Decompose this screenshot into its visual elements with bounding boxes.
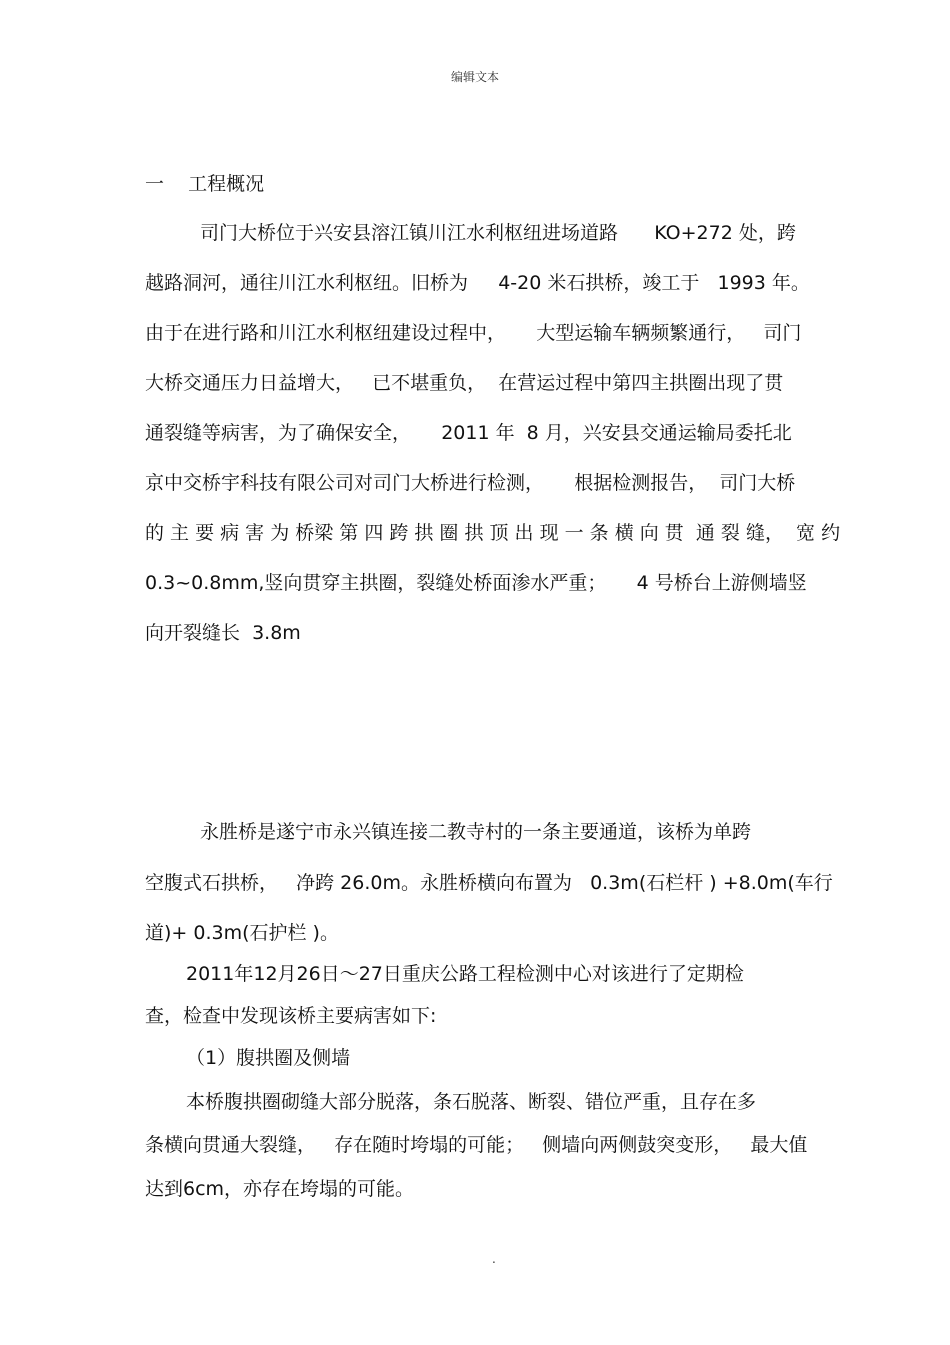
paragraph-line: 查，检查中发现该桥主要病害如下: [145,1005,437,1027]
paragraph-line: 空腹式石拱桥， 净跨 26.0m。永胜桥横向布置为 0.3m(石栏杆 ) +8.0m(车行 [145,872,833,894]
paragraph-line: 由于在进行路和川江水利枢纽建设过程中， 大型运输车辆频繁通行， 司门 [145,322,802,344]
page-header: 编辑文本 [450,70,499,84]
paragraph-line: 的 主 要 病 害 为 桥梁 第 四 跨 拱 圈 拱 顶 出 现 一 条 横 向 贯 通 裂 缝， 宽 约 [145,522,841,544]
paragraph-line: 永胜桥是遂宁市永兴镇连接二教寺村的一条主要通道，该桥为单跨 [200,821,752,843]
paragraph-line: 0.3~0.8mm,竖向贯穿主拱圈，裂缝处桥面渗水严重； 4 号桥台上游侧墙竖 [145,572,807,594]
footer-mark: . [492,1252,496,1266]
section-heading: 一 工程概况 [145,173,265,195]
paragraph-line: 条横向贯通大裂缝， 存在随时垮塌的可能； 侧墙向两侧鼓突变形， 最大值 [145,1134,808,1156]
paragraph-line: 道)+ 0.3m(石护栏 )。 [145,922,339,944]
paragraph-line: 越路洞河，通往川江水利枢纽。旧桥为 4-20 米石拱桥，竣工于 1993 年。 [145,272,810,294]
paragraph-line: 司门大桥位于兴安县溶江镇川江水利枢纽进场道路 KO+272 处，跨 [200,222,796,244]
paragraph-line: 2011年12月26日～27日重庆公路工程检测中心对该进行了定期检 [186,963,744,985]
paragraph-line: 京中交桥宇科技有限公司对司门大桥进行检测， 根据检测报告， 司门大桥 [145,472,796,494]
paragraph-line: 大桥交通压力日益增大， 已不堪重负， 在营运过程中第四主拱圈出现了贯 [145,372,784,394]
paragraph-line: 本桥腹拱圈砌缝大部分脱落，条石脱落、断裂、错位严重，且存在多 [186,1091,757,1113]
list-item-heading: （1）腹拱圈及侧墙 [186,1047,351,1069]
paragraph-line: 通裂缝等病害，为了确保安全， 2011 年 8 月，兴安县交通运输局委托北 [145,422,792,444]
paragraph-line: 向开裂缝长 3.8m [145,622,301,644]
paragraph-line: 达到6cm，亦存在垮塌的可能。 [145,1178,415,1200]
